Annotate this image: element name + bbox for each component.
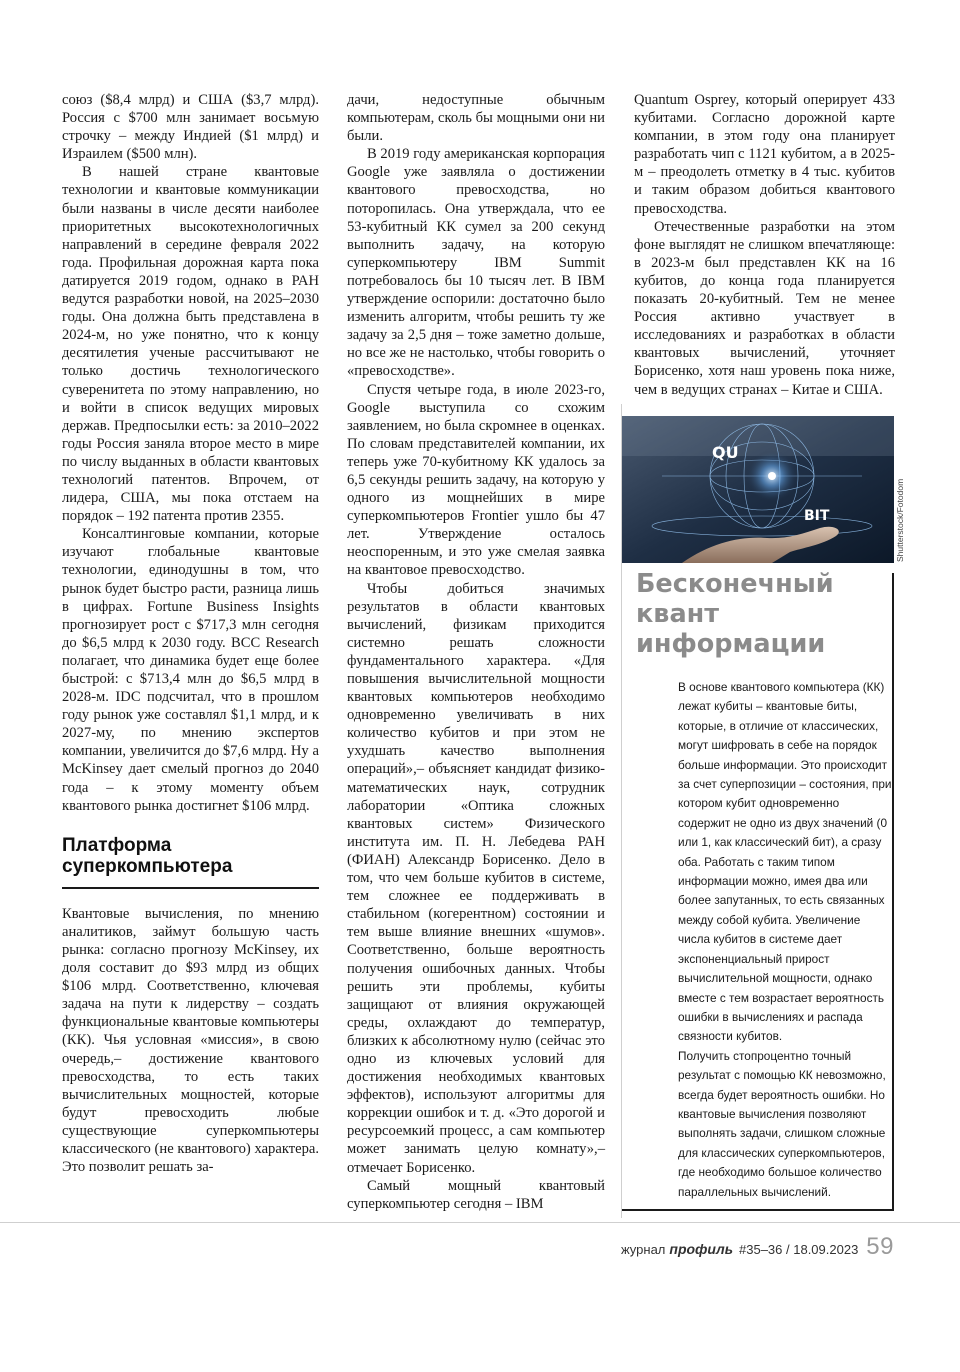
magazine-brand: профиль xyxy=(669,1241,734,1257)
journal-label: журнал xyxy=(620,1242,666,1257)
page-footer xyxy=(621,1233,894,1261)
footer-divider xyxy=(0,1222,960,1223)
paragraph: В основе квантового компьютера (КК) лежат кубиты – квантовые биты, которые, в отличие от классических, могут шифровать в себе на порядок больше информации. Это происходит за счет суперпозиции – состояния, при котором кубит одновременно содержит не одно из двух значений (0 или 1, как классический бит), а сразу оба. Работать с таким типом информации можно, имея два или более запутанных, то есть связанных между собой кубита. Увеличение числа кубитов в системе дает экспоненциальный прирост вычислительной мощности, однако вместе с тем возрастает вероятность ошибки в вычислениях и распада связности кубитов. xyxy=(678,680,892,1044)
paragraph: Получить стопроцентно точный результат с помощью КК невозможно, всегда будет вероятность ошибки. Но квантовые вычисления позволяют выполнять задачи, слишком сложные для классических суперкомпьютеров, где необходимо большое количество параллельных вычислений. xyxy=(678,1048,886,1199)
paragraph: Консалтинговые компании, которые изучают глобальные квантовые технологии, единодушны в том, что рынок будет быстро расти, разница лишь в цифрах. Fortune Business Insights прогнозирует рост с $717,3 млн сегодня до $6,5 млрд к 2030 году. BCC Research полагает, что динамика будет еще более быстрой: с $713,4 млн до $6,5 млрд в 2028-м. IDC подсчитал, что в прошлом году рынок уже составлял $1,1 млрд, и к 2027-му, по мнению экспертов компании, увеличится до $7,6 млрд. Ну а McKinsey дает смелый прогноз до 2040 года – к этому моменту объем квантового рынка достигнет $106 млрд. xyxy=(62,526,319,814)
page-number: 59 xyxy=(866,1233,894,1260)
paragraph: Отечественные разработки на этом фоне выглядят не слишком впечатляюще: в 2023-м был представлен КК на 16 кубитов, до конца года планируется показать 20-кубитный. Тем не менее Россия активно участвует в исследованиях и разработках в области квантовых вычислений, уточняет Борисенко, хотя наш уровень пока ниже, чем в ведущих странах – Китае и США. xyxy=(634,218,895,398)
paragraph: Самый мощный квантовый суперкомпьютер сегодня – IBM xyxy=(347,1177,605,1212)
paragraph: Квантовые вычисления, по мнению аналитиков, займут большую часть рынка: согласно прогнозу McKinsey, их доля составит до $93 млрд из общих $106 млрд. Соответственно, ключевая задача на пути к лидерству – создать функциональные квантовые компьютеры (КК). Чья условная «миссия», в свою очередь,– достижение квантового превосходства, то есть таких вычислительных мощностей, которые будут превосходить любые существующие суперкомпьютеры классического (не квантового) характера. Это позволит решать за- xyxy=(62,905,319,1176)
issue-date: #35–36 / 18.09.2023 xyxy=(739,1242,859,1257)
qubit-illustration xyxy=(622,416,894,563)
paragraph: В нашей стране квантовые технологии и квантовые коммуникации были названы в числе десяти наиболее приоритетных высокотехнологичных направлений в середине февраля 2022 года. Профильная дорожная карта пока датируется 2019 годом, однако в РАН ведутся разработки новой, на 2025–2030 годы. Она должна быть представлена в 2024-м, но уже понятно, что к концу десятилетия ученые рассчитывают не только достичь технологического суверенитета по этому направлению, но и войти в список ведущих мировых держав. Предпосылки есть: за 2010–2022 годы Россия заняла второе место в мире по числу выданных в области квантовых технологий патентов. Впрочем, от лидера, США, мы пока отстаем на порядок – 192 патента против 2355. xyxy=(62,164,319,525)
paragraph: союз ($8,4 млрд) и США ($3,7 млрд). Россия с $700 млн занимает восьмую строчку – между Индией ($1 млрд) и Израилем ($500 млн). xyxy=(62,92,319,163)
paragraph: Спустя четыре года, в июле 2023-го, Google выступила со схожим заявлением, но была скромнее в оценках. По словам представителей компании, их теперь уже 70-кубитному КК удалось за 6,5 секунды решить задачу, на которую у одного из мощнейших в мире суперкомпьютеров Frontier ушло бы 47 лет. Утверждение осталось неоспоренным, и это уже смелая заявка на квантовое превосходство. xyxy=(347,381,605,579)
article-column-3 xyxy=(634,91,895,399)
photo-credit-text: Shutterstock/Fotodom xyxy=(895,478,905,562)
photo-credit xyxy=(895,472,909,568)
sidebar-box-title: Бесконечный квант информации xyxy=(636,569,834,659)
paragraph: Чтобы добиться значимых результатов в области квантовых вычислений, физикам приходится системно решать сложности фундаментального характера. «Для повышения вычислительной мощности квантовых компьютеров необходимо одновременно увеличивать в них количество кубитов и при этом не ухудшать качество выполнения операций»,– объясняет кандидат физико-математических наук, сотрудник лаборатории «Оптика сложных квантовых систем» Физического института им. П. Н. Лебедева РАН (ФИАН) Александр Борисенко. Дело в том, что чем больше кубитов в системе, тем сложнее ее поддерживать в стабильном (когерентном) состоянии и тем выше влияние внешних «шумов». Соответственно, больше вероятность получения ошибочных данных. Чтобы решить эти проблемы, кубиты защищают от влияния окружающей среды, охлаждают до температур, близких к абсолютному нулю (сейчас это одно из ключевых условий для достижения необходимых квантовых эффектов), используют алгоритмы для коррекции ошибок и т. д. «Это дорогой и ресурсоемкий процесс, а сам компьютер может занимать целую комнату»,– отмечает Борисенко. xyxy=(347,580,605,1176)
paragraph: Quantum Osprey, который оперирует 433 кубитами. Согласно дорожной карте компании, в этом году она планирует разработать чип с 1121 кубитом, а в 2025-м – преодолеть отметку в 4 тыс. кубитов и таким образом добиться квантового превосходства. xyxy=(634,92,895,217)
article-column-2 xyxy=(347,91,605,1213)
heading-underline xyxy=(62,887,319,889)
section-heading: Платформа суперкомпьютера xyxy=(62,834,233,877)
bit-label: BIT xyxy=(804,508,830,524)
qu-label: QU xyxy=(712,443,739,462)
quantum-bit-photo xyxy=(622,416,894,563)
paragraph: В 2019 году американская корпорация Google уже заявляла о достижении квантового превосходства, но поторопилась. Она утверждала, что ее 53-кубитный КК сумел за 200 секунд выполнить задачу, на которую суперкомпьютеру IBM Summit потребовалось бы 10 тысяч лет. В IBM утверждение оспорили: достаточно было изменить алгоритм, чтобы решить ту же задачу за 2,5 дня – тоже заметно дольше, но все же не настолько, чтобы говорить о «превосходстве». xyxy=(347,146,605,380)
article-column-1 xyxy=(62,91,319,1176)
paragraph: дачи, недоступные обычным компьютерам, сколь бы мощными они ни были. xyxy=(347,92,605,145)
sidebar-box-text xyxy=(678,678,894,1202)
